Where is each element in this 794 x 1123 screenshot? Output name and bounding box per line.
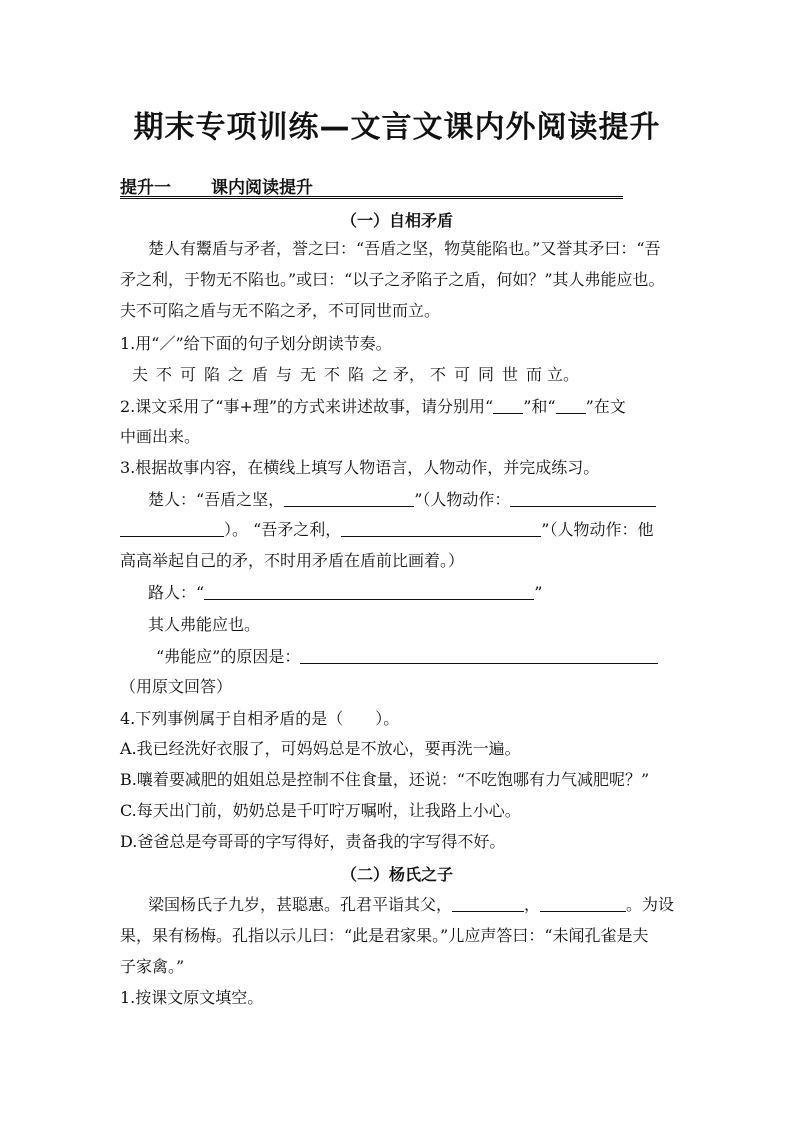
question-3-line2 (120, 519, 653, 541)
q3-text-a: 楚人：“吾盾之坚， (148, 490, 285, 509)
rhythm-char: 夫 (131, 365, 148, 384)
section-heading (120, 173, 623, 199)
rhythm-char: 世 (501, 365, 518, 384)
story1-text-line2: 矛之利，于物无不陷也。”或曰：“以子之矛陷子之盾，何如？”其人弗能应也。 (120, 270, 665, 289)
question-4: 4.下列事例属于自相矛盾的是（ ）。 (120, 709, 400, 728)
rhythm-sentence (128, 364, 580, 386)
question-2-text-c: ”在文 (585, 397, 626, 416)
rhythm-char: 无 (299, 365, 316, 384)
answer-blank-reason[interactable] (300, 647, 658, 664)
question-3-line7: （用原文回答） (120, 677, 233, 696)
rhythm-char: 矛， (392, 365, 425, 384)
story2-text-line2: 果，果有杨梅。孔指以示儿曰：“此是君家果。”儿应声答曰：“未闻孔雀是夫 (120, 926, 649, 945)
question-2-cont: 中画出来。 (120, 427, 201, 446)
rhythm-char: 同 (477, 365, 494, 384)
rhythm-char: 可 (453, 365, 470, 384)
question-1: 1.用“／”给下面的句子划分朗读节奏。 (120, 334, 392, 353)
rhythm-char: 陷 (203, 365, 220, 384)
rhythm-char: 立。 (546, 365, 579, 384)
option-a[interactable]: A.我已经洗好衣服了，可妈妈总是不放心，要再洗一遍。 (120, 739, 521, 758)
q3-quote-end: ” (534, 583, 543, 602)
story2-heading: （二）杨氏之子 (340, 865, 453, 884)
section-label: 提升一 (120, 178, 171, 198)
story2-text-line3: 子家禽。” (120, 957, 185, 976)
rhythm-char: 之 (371, 365, 388, 384)
q3-text-b: ”（人物动作： (414, 490, 511, 509)
question-2-text-a: 2.课文采用了“事+理”的方式来讲述故事，请分别用“ (120, 397, 494, 416)
option-b[interactable]: B.嚷着要减肥的姐姐总是控制不住食量，还说：“不吃饱哪有力气减肥呢？” (120, 770, 650, 789)
rhythm-char: 之 (227, 365, 244, 384)
rhythm-char: 陷 (347, 365, 364, 384)
q3-text-d: ”（人物动作：他 (541, 520, 654, 539)
option-c[interactable]: C.每天出门前，奶奶总是千叮咛万嘱咐，让我路上小心。 (120, 801, 521, 820)
question-2 (120, 396, 626, 418)
page-title: 期末专项训练—文言文课内外阅读提升 (133, 110, 661, 145)
rhythm-char: 与 (275, 365, 292, 384)
answer-blank-story2-2[interactable] (540, 895, 626, 912)
story2-text-c: 。为设 (626, 895, 675, 914)
answer-blank-shield[interactable] (284, 490, 414, 507)
story2-text-line1 (148, 894, 674, 916)
rhythm-char: 不 (155, 365, 172, 384)
section-name: 课内阅读提升 (211, 178, 313, 198)
q3-text-c: ）。 “吾矛之利， (224, 520, 342, 539)
question-3-line1 (148, 489, 656, 511)
question-2-text-b: ”和“ (523, 397, 556, 416)
answer-blank-action1[interactable] (510, 490, 656, 507)
q3-passerby: 路人：“ (148, 583, 205, 602)
rhythm-char: 盾 (251, 365, 268, 384)
mark-blank-reason[interactable] (556, 397, 586, 414)
rhythm-char: 不 (323, 365, 340, 384)
story1-heading: （一）自相矛盾 (340, 211, 453, 230)
option-d[interactable]: D.爸爸总是夸哥哥的字写得好，责备我的字写得不好。 (120, 832, 506, 851)
question-3-line4 (148, 582, 542, 604)
answer-blank-spear[interactable] (341, 520, 541, 537)
question-3-line6 (156, 646, 658, 668)
answer-blank-story2-1[interactable] (452, 895, 524, 912)
story2-text-a: 梁国杨氏子九岁，甚聪惠。孔君平诣其父， (148, 895, 453, 914)
rhythm-char: 可 (179, 365, 196, 384)
answer-blank-action1-cont[interactable] (120, 520, 224, 537)
rhythm-char: 而 (525, 365, 542, 384)
story2-question-1: 1.按课文原文填空。 (120, 988, 264, 1007)
q3-reason: “弗能应”的原因是： (156, 647, 301, 666)
story1-text-line3: 夫不可陷之盾与无不陷之矛，不可同世而立。 (120, 301, 441, 320)
rhythm-char: 不 (429, 365, 446, 384)
mark-blank-story[interactable] (493, 397, 523, 414)
story2-comma: ， (524, 895, 541, 914)
answer-blank-passerby[interactable] (204, 583, 534, 600)
story1-text-line1: 楚人有鬻盾与矛者，誉之曰：“吾盾之坚，物莫能陷也。”又誉其矛曰：“吾 (148, 239, 661, 258)
question-3: 3.根据故事内容，在横线上填写人物语言，人物动作，并完成练习。 (120, 458, 600, 477)
question-3-line3: 高高举起自己的矛，不时用矛盾在盾前比画着。） (120, 551, 465, 570)
question-3-line5: 其人弗能应也。 (148, 615, 261, 634)
